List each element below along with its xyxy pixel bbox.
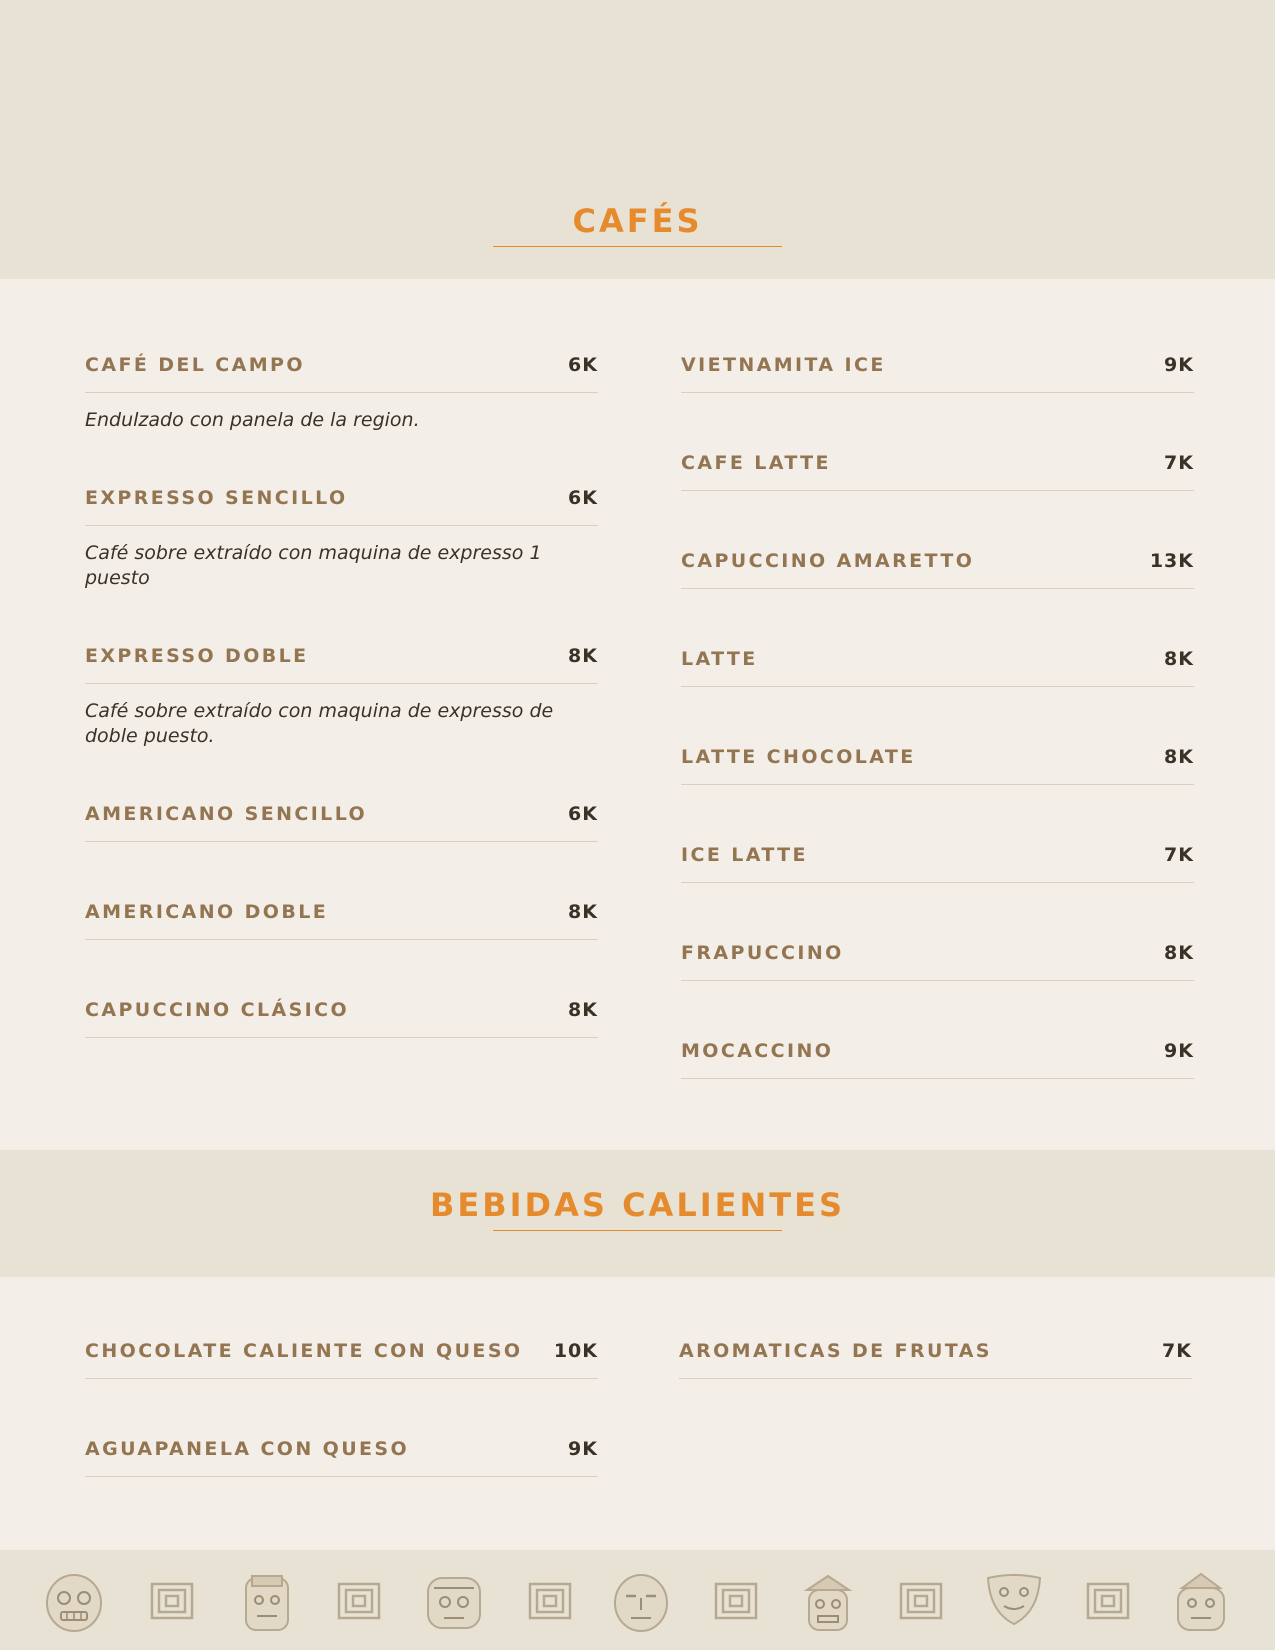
footer-icon-row <box>0 1550 1275 1650</box>
spiral-icon <box>528 1582 572 1620</box>
item-name: VIETNAMITA ICE <box>681 354 886 376</box>
menu-item <box>85 899 598 940</box>
item-price: 7K <box>1164 844 1194 866</box>
item-price: 6K <box>568 354 598 376</box>
menu-item <box>681 842 1194 883</box>
item-description: Café sobre extraído con maquina de expresso de doble puesto. <box>85 700 554 747</box>
section-title-underline <box>493 1230 782 1231</box>
item-price: 9K <box>1164 354 1194 376</box>
item-price: 10K <box>553 1340 598 1362</box>
item-name: EXPRESSO DOBLE <box>85 645 309 667</box>
item-price: 8K <box>1164 746 1194 768</box>
item-price: 7K <box>1162 1340 1192 1362</box>
item-name: AMERICANO SENCILLO <box>85 803 368 825</box>
mask-icon <box>1172 1572 1230 1634</box>
item-price: 9K <box>1164 1040 1194 1062</box>
item-name: AMERICANO DOBLE <box>85 901 329 923</box>
item-name: FRAPUCCINO <box>681 942 844 964</box>
spiral-icon <box>714 1582 758 1620</box>
menu-item <box>85 997 598 1038</box>
mask-icon <box>984 1572 1044 1628</box>
item-name: CAPUCCINO AMARETTO <box>681 550 975 572</box>
spiral-icon <box>150 1582 194 1620</box>
item-name: EXPRESSO SENCILLO <box>85 487 348 509</box>
item-name: CHOCOLATE CALIENTE CON QUESO <box>85 1340 523 1362</box>
item-description: Endulzado con panela de la region. <box>85 409 420 431</box>
spiral-icon <box>1086 1582 1130 1620</box>
menu-item <box>681 646 1194 687</box>
menu-item <box>681 744 1194 785</box>
menu-item <box>85 1436 598 1477</box>
menu-item <box>85 801 598 842</box>
section-title-bebidas: BEBIDAS CALIENTES <box>430 1186 845 1224</box>
item-price: 8K <box>1164 942 1194 964</box>
menu-item <box>85 1338 598 1379</box>
spiral-icon <box>899 1582 943 1620</box>
menu-item <box>681 1038 1194 1079</box>
spiral-icon <box>337 1582 381 1620</box>
item-price: 8K <box>568 901 598 923</box>
mask-icon <box>424 1572 484 1634</box>
item-price: 9K <box>568 1438 598 1460</box>
menu-item <box>85 643 598 684</box>
item-price: 8K <box>1164 648 1194 670</box>
item-description: Café sobre extraído con maquina de expresso 1 puesto <box>85 542 542 589</box>
section-title-cafes: CAFÉS <box>572 202 703 240</box>
section-title-underline <box>493 246 782 247</box>
menu-item <box>681 940 1194 981</box>
item-name: LATTE CHOCOLATE <box>681 746 916 768</box>
item-name: LATTE <box>681 648 758 670</box>
mask-icon <box>43 1572 105 1634</box>
mask-icon <box>801 1572 855 1634</box>
mask-icon <box>240 1572 294 1634</box>
menu-item <box>85 352 598 393</box>
item-name: ICE LATTE <box>681 844 808 866</box>
item-price: 8K <box>568 645 598 667</box>
item-price: 13K <box>1149 550 1194 572</box>
menu-item <box>85 485 598 526</box>
item-name: AGUAPANELA CON QUESO <box>85 1438 410 1460</box>
menu-item <box>681 548 1194 589</box>
menu-item <box>679 1338 1192 1379</box>
item-price: 7K <box>1164 452 1194 474</box>
item-price: 8K <box>568 999 598 1021</box>
menu-item <box>681 352 1194 393</box>
mask-icon <box>612 1572 670 1634</box>
item-name: CAPUCCINO CLÁSICO <box>85 999 350 1021</box>
item-price: 6K <box>568 803 598 825</box>
item-price: 6K <box>568 487 598 509</box>
item-name: AROMATICAS DE FRUTAS <box>679 1340 992 1362</box>
item-name: MOCACCINO <box>681 1040 834 1062</box>
item-name: CAFÉ DEL CAMPO <box>85 354 305 376</box>
item-name: CAFE LATTE <box>681 452 831 474</box>
menu-item <box>681 450 1194 491</box>
